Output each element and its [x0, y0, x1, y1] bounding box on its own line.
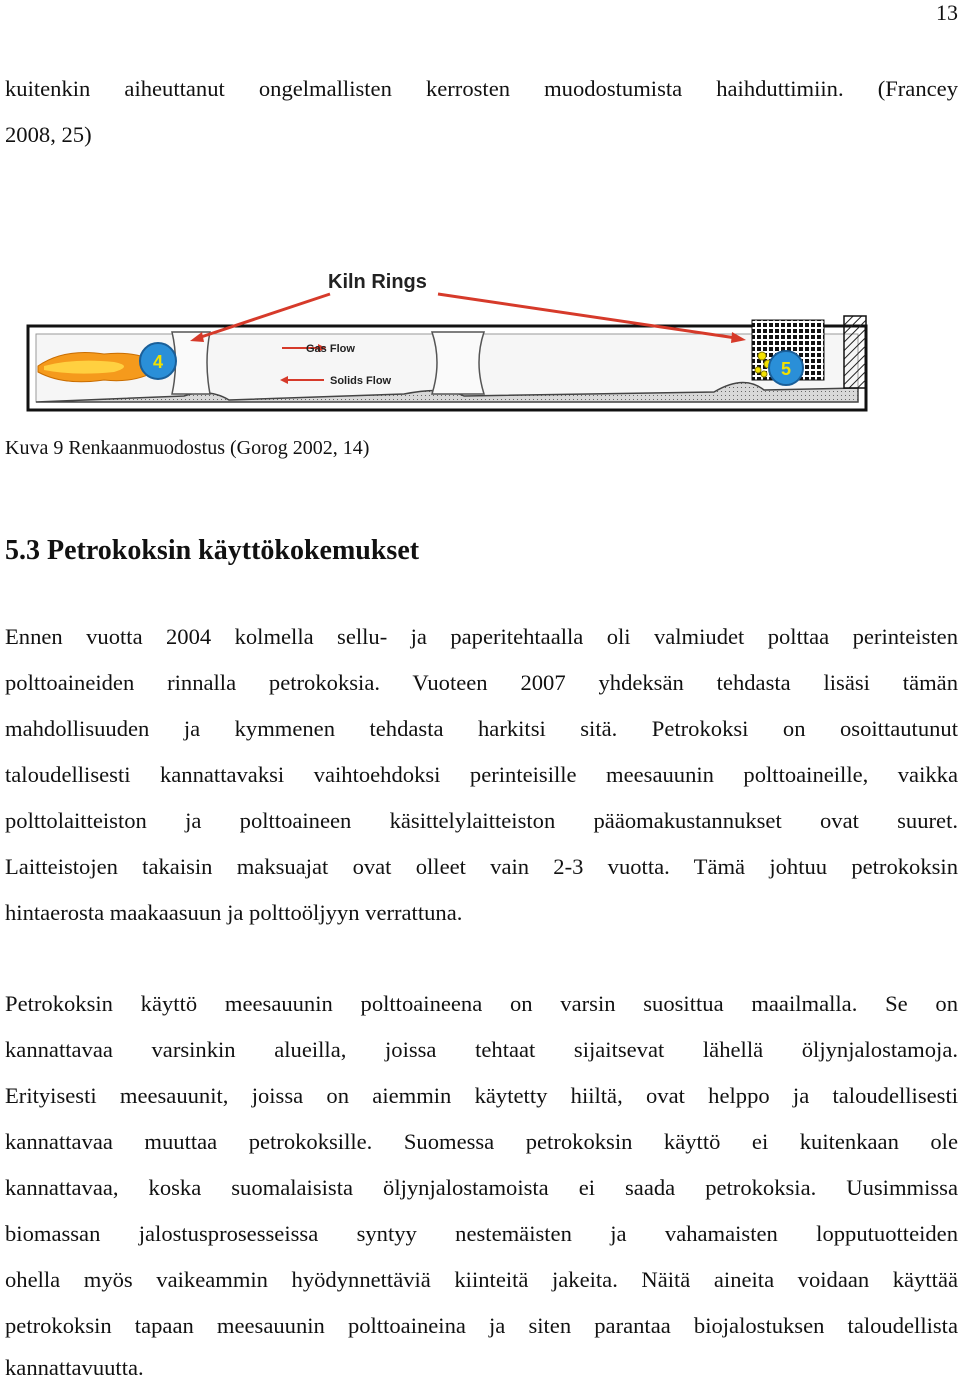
ring-left	[172, 332, 210, 394]
intro-line-1: kuitenkin aiheuttanut ongelmallisten kerrosten muodostumista haihduttimiin. (Francey	[5, 76, 958, 101]
paragraph2-line: Petrokoksin käyttö meesauunin polttoaineena on varsin suosittua maailmalla. Se on	[5, 991, 958, 1016]
paragraph1-line: taloudellisesti kannattavaksi vaihtoehdoksi perinteisille meesauunin polttoaineille, vaikka	[5, 762, 958, 787]
page-number: 13	[936, 0, 958, 25]
paragraph2-line: Erityisesti meesauunit, joissa on aiemmin käytetty hiiltä, ovat helppo ja taloudellisesti	[5, 1083, 958, 1108]
paragraph2-line: kannattavuutta.	[5, 1355, 144, 1380]
paragraph1-line: Ennen vuotta 2004 kolmella sellu- ja paperitehtaalla oli valmiudet polttaa perinteisten	[5, 624, 958, 649]
gas-flow-label: Gas Flow	[306, 343, 355, 355]
paragraph2-line: petrokoksin tapaan meesauunin polttoaineina ja siten parantaa biojalostuksen taloudellista	[5, 1313, 958, 1338]
section-heading: 5.3 Petrokoksin käyttökokemukset	[5, 535, 420, 566]
paragraph2-line: kannattavaa, koska suomalaisista öljynjalostamoista ei saada petrokoksia. Uusimmissa	[5, 1175, 958, 1200]
marker-5-label: 5	[780, 359, 792, 379]
paragraph2-line: biomassan jalostusprosesseissa syntyy nestemäisten ja vahamaisten lopputuotteiden	[5, 1221, 958, 1246]
marker-4-label: 4	[152, 352, 164, 372]
end-wall	[844, 316, 866, 388]
paragraph2-line: ohella myös vaikeammin hyödynnettäviä kiinteitä jakeita. Näitä aineita voidaan käyttää	[5, 1267, 958, 1292]
paragraph1-line: mahdollisuuden ja kymmenen tehdasta harkitsi sitä. Petrokoksi on osoittautunut	[5, 716, 958, 741]
figure-caption: Kuva 9 Renkaanmuodostus (Gorog 2002, 14)	[5, 437, 370, 459]
paragraph1-line: polttoaineiden rinnalla petrokoksia. Vuoteen 2007 yhdeksän tehdasta lisäsi tämän	[5, 670, 958, 695]
intro-line-2: 2008, 25)	[5, 122, 92, 147]
paragraph2-line: kannattavaa varsinkin alueilla, joissa tehtaat sijaitsevat lähellä öljynjalostamoja.	[5, 1037, 958, 1062]
paragraph1-line: hintaerosta maakaasuun ja polttoöljyyn verrattuna.	[5, 900, 463, 925]
kiln-rings-figure	[24, 262, 896, 420]
paragraph1-line: polttolaitteiston ja polttoaineen käsittelylaitteiston pääomakustannukset ovat suuret.	[5, 808, 958, 833]
solids-flow-label: Solids Flow	[330, 375, 392, 387]
paragraph2-line: kannattavaa muuttaa petrokoksille. Suomessa petrokoksin käyttö ei kuitenkaan ole	[5, 1129, 958, 1154]
figure-title: Kiln Rings	[328, 271, 427, 293]
ring-middle	[432, 332, 484, 394]
paragraph1-line: Laitteistojen takaisin maksuajat ovat olleet vain 2-3 vuotta. Tämä johtuu petrokoksin	[5, 854, 958, 879]
